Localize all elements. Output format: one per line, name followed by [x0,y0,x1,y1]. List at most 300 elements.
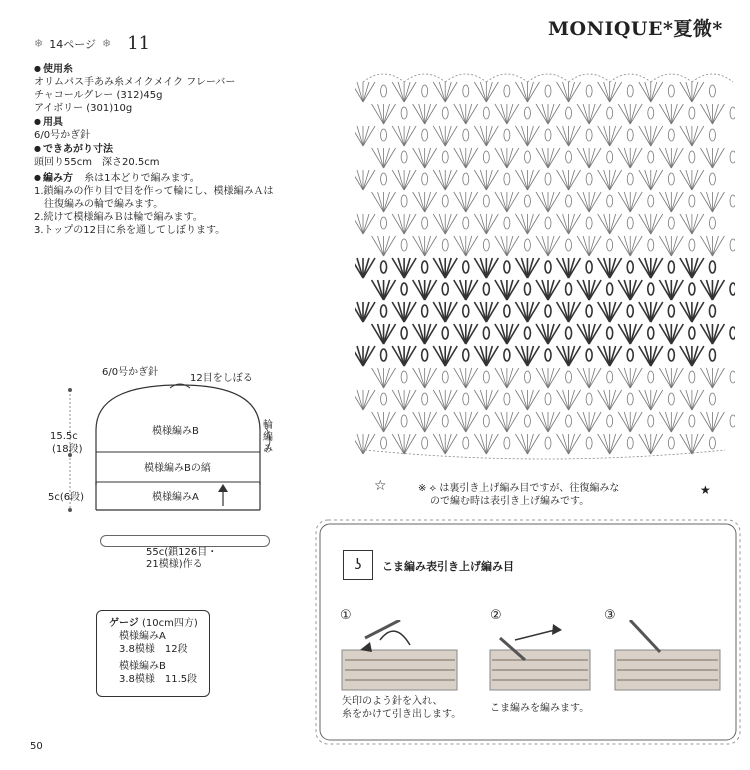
stitch-mark [630,324,642,344]
stitch-mark [557,302,569,322]
stitch-mark [433,170,445,190]
chain-loop [442,195,448,207]
stitch-mark [680,434,692,454]
step-illustrations [340,620,730,695]
gauge-box [96,610,210,697]
chain-loop [381,85,387,97]
chain-loop [401,371,407,383]
chain-loop [463,349,469,361]
stitch-mark [630,280,642,300]
stitch-mark [404,346,416,366]
chain-loop [463,217,469,229]
stitch-mark [639,170,651,190]
stitch-mark [404,214,410,234]
chain-loop [607,283,613,295]
stitch-mark [659,324,671,344]
crochet-stitch-chart [355,70,735,470]
chain-loop [648,415,654,427]
stitch-mark [445,346,457,366]
stitch-mark [501,104,507,124]
stitch-mark [445,126,451,146]
chain-loop [381,173,387,185]
stitch-mark [618,148,630,168]
stitch-mark [563,390,569,410]
materials-line: アイボリー (301)10g [34,103,133,114]
chain-loop [607,371,613,383]
stitch-mark [583,148,589,168]
chain-loop [627,437,633,449]
stitch-mark [618,412,630,432]
stitch-mark [474,302,486,322]
stitch-mark [404,126,416,146]
width-label: 55c(鎖126目・ [146,547,218,558]
page-ref: 14ページ [49,37,96,51]
stitch-mark [433,214,445,234]
stitch-mark [507,368,513,388]
stitch-mark [378,412,384,432]
stitch-mark [527,390,539,410]
stitch-mark [433,126,445,146]
stitch-mark [404,302,416,322]
chain-loop [566,107,572,119]
chain-loop [689,239,695,251]
chain-loop [524,239,530,251]
chain-loop [422,173,428,185]
stitch-mark [712,148,718,168]
chain-loop [668,129,674,141]
stitch-mark [404,390,410,410]
stitch-mark [480,170,486,190]
stitch-mark [486,214,492,234]
stitch-mark [542,148,548,168]
stitch-mark [527,170,539,190]
stitch-mark [548,368,560,388]
stitch-mark [413,192,425,212]
stitch-mark [480,390,486,410]
stitch-mark [665,412,671,432]
stitch-mark [610,434,616,454]
stitch-mark [548,236,554,256]
chain-loop [709,349,715,361]
star-filled-icon: ★ [700,483,711,497]
chain-loop [483,415,489,427]
chain-loop [689,415,695,427]
stitch-mark [610,346,622,366]
stitch-mark [527,346,539,366]
chain-loop [504,129,510,141]
chain-loop [566,195,572,207]
stitch-mark [515,346,527,366]
chain-loop [648,327,654,339]
stitch-mark [425,236,437,256]
stitch-mark [680,82,692,102]
stitch-mark [419,236,425,256]
chart-note-line: ※ ⟡ は裏引き上げ編み目ですが、往復編みな [418,483,620,494]
stitch-mark [507,412,519,432]
stitch-mark [515,390,527,410]
stitch-mark [507,324,519,344]
chain-loop [483,151,489,163]
stitch-mark [577,280,589,300]
stitch-mark [604,434,610,454]
stitch-mark [536,368,548,388]
stitch-mark [692,126,698,146]
chain-loop [607,107,613,119]
stitch-mark [392,170,404,190]
chart-note-line: ので編む時は表引き上げ編みです。 [430,496,590,507]
chain-loop [504,173,510,185]
stitch-mark [651,214,663,234]
stitch-mark [548,324,560,344]
chain-loop [381,437,387,449]
chain-loop [524,371,530,383]
stitch-mark [712,236,718,256]
stitch-mark [598,346,610,366]
stitch-mark [700,104,712,124]
stitch-mark [460,192,466,212]
stitch-mark [363,126,369,146]
stitch-mark [542,192,548,212]
stitch-mark [486,434,498,454]
stitch-mark [706,104,712,124]
stitch-mark [486,126,492,146]
stitch-mark [618,368,630,388]
chain-loop [504,85,510,97]
stitch-mark [392,82,404,102]
chain-loop [586,437,592,449]
materials-section [34,62,274,237]
stitch-mark [454,280,466,300]
stitch-mark [563,82,569,102]
stitch-mark [563,170,569,190]
chain-loop [709,437,715,449]
step1-caption: 糸をかけて引き出します。 [342,709,462,720]
stitch-mark [466,104,472,124]
gauge-a-name: 模様編みA [119,631,166,642]
stitch-mark [651,302,663,322]
stitch-mark [548,104,560,124]
stitch-mark [712,192,718,212]
stitch-mark [700,192,712,212]
stitch-mark [454,324,466,344]
top-arc [610,74,651,82]
dim-top-rows: (18段) [52,444,83,455]
stitch-mark [404,82,410,102]
stitch-mark [515,126,527,146]
stitch-mark [507,192,513,212]
stitch-mark [577,368,589,388]
stitch-mark [651,434,657,454]
stitch-mark [542,368,548,388]
stitch-mark [439,126,445,146]
stitch-mark [433,302,445,322]
stitch-mark [527,390,533,410]
step-number: ③ [604,608,616,623]
stitch-mark [466,192,472,212]
chain-loop [545,217,551,229]
stitch-mark [392,302,404,322]
chain-loop [586,305,592,317]
stitch-mark [569,126,575,146]
stitch-mark [413,148,425,168]
chain-loop [566,415,572,427]
stitch-mark [445,390,451,410]
stitch-mark [589,280,601,300]
stitch-mark [692,258,704,278]
stitch-mark [624,412,630,432]
stitch-mark [372,236,384,256]
chain-loop [668,305,674,317]
stitch-mark [413,324,425,344]
gauge-title: ゲージ [109,618,139,629]
chain-loop [401,239,407,251]
stitch-mark [680,170,692,190]
stitch-mark [466,412,472,432]
stitch-mark [480,434,486,454]
stitch-mark [501,368,507,388]
chain-loop [545,85,551,97]
stitch-mark [527,170,533,190]
stitch-mark [630,236,636,256]
stitch-mark [604,170,610,190]
stitch-mark [680,258,692,278]
size-line: 頭回り55cm 深さ20.5cm [34,157,160,168]
chain-loop [586,129,592,141]
stitch-mark [651,82,663,102]
stitch-mark [557,126,569,146]
stitch-mark [445,214,457,234]
stitch-mark [610,390,622,410]
dim-bottom: 5c(6段) [48,492,85,503]
stitch-mark [536,104,548,124]
stitch-mark [384,192,390,212]
stitch-mark [425,412,437,432]
stitch-mark [630,104,642,124]
stitch-mark [542,104,548,124]
chain-loop [504,261,510,273]
stitch-mark [413,412,425,432]
stitch-mark [439,434,445,454]
stitch-mark [639,346,651,366]
gauge-b-name: 模様編みB [119,661,166,672]
stitch-mark [466,148,478,168]
stitch-mark [357,126,363,146]
stitch-mark [398,126,404,146]
stitch-mark [712,236,724,256]
chain-loop [524,415,530,427]
stitch-mark [645,126,651,146]
stitch-mark [630,192,642,212]
snowflake-icon: ❄ [34,37,44,50]
stitch-mark [706,412,712,432]
chain-loop [668,217,674,229]
stitch-mark [454,148,466,168]
method-line: 往復編みの輪で編みます。 [34,199,164,210]
chain-loop [566,327,572,339]
stitch-mark [425,324,437,344]
stitch-mark [665,148,671,168]
stitch-mark [610,258,622,278]
stitch-mark [474,126,486,146]
stitch-mark [604,214,610,234]
chain-loop [545,305,551,317]
stitch-mark [569,170,581,190]
stitch-mark [589,324,601,344]
chain-loop [524,107,530,119]
stitch-mark [548,192,560,212]
stitch-mark [700,148,712,168]
stitch-mark [542,412,548,432]
stitch-mark [521,82,527,102]
stitch-mark [706,236,712,256]
stitch-mark [700,368,712,388]
top-arc [445,74,486,82]
stitch-mark [651,346,663,366]
stitch-mark [384,148,396,168]
chain-loop [586,261,592,273]
stitch-mark [645,170,651,190]
chain-loop [381,305,387,317]
stitch-mark [618,324,630,344]
stitch-mark [501,148,507,168]
stitch-mark [507,104,513,124]
stitch-mark [486,434,492,454]
chain-loop [442,283,448,295]
stitch-mark [671,412,677,432]
width-label: 21模様)作る [146,559,203,570]
stitch-mark [384,236,390,256]
stitch-mark [583,104,589,124]
stitch-mark [425,148,431,168]
base-chain [365,450,725,459]
stitch-mark [521,214,527,234]
stitch-mark [392,390,404,410]
chain-loop [463,261,469,273]
stitch-mark [639,302,651,322]
stitch-mark [474,170,486,190]
stitch-mark [651,126,657,146]
stitch-mark [589,104,601,124]
chain-loop [730,195,735,207]
stitch-mark [671,236,683,256]
stitch-mark [495,280,507,300]
stitch-mark [557,170,569,190]
stitch-mark [618,192,630,212]
stitch-mark [404,434,416,454]
stitch-mark [604,126,610,146]
stitch-mark [425,148,437,168]
stitch-mark [692,170,704,190]
stitch-mark [610,170,622,190]
chain-loop [668,261,674,273]
stitch-mark [425,280,437,300]
stitch-mark [536,236,548,256]
stitch-mark [486,346,498,366]
stitch-mark [384,192,396,212]
stitch-mark [425,236,431,256]
chain-loop [381,349,387,361]
stitch-mark [433,434,445,454]
stitch-mark [598,302,610,322]
stitch-mark [671,280,683,300]
stitch-mark [548,192,554,212]
chain-loop [689,371,695,383]
stitch-mark [569,302,581,322]
stitch-mark [686,434,692,454]
stitch-mark [712,104,724,124]
stitch-mark [460,148,466,168]
stitch-mark [486,302,498,322]
stitch-mark [357,390,363,410]
stitch-mark [384,368,390,388]
stitch-mark [618,104,630,124]
stitch-mark [610,82,616,102]
stitch-mark [413,104,425,124]
stitch-mark [548,148,560,168]
chain-loop [524,283,530,295]
stitch-mark [413,236,425,256]
chain-loop [381,261,387,273]
chain-loop [463,173,469,185]
star-outline-icon: ☆ [374,478,387,494]
gauge-a-values: 3.8模様 12段 [119,644,188,655]
top-arc [486,74,527,82]
stitch-mark [486,390,498,410]
stitch-mark [454,104,466,124]
chain-loop [524,327,530,339]
chain-loop [689,327,695,339]
stitch-mark [645,434,651,454]
chain-loop [730,107,735,119]
stitch-mark [495,148,507,168]
stitch-mark [651,170,657,190]
chain-loop [627,173,633,185]
chain-loop [401,283,407,295]
chain-loop [401,107,407,119]
chain-loop [689,195,695,207]
stitch-mark [624,148,630,168]
stitch-mark [486,170,492,190]
stitch-mark [372,280,384,300]
stitch-mark [569,82,581,102]
stitch-mark [536,324,548,344]
stitch-mark [624,236,630,256]
stitch-mark [521,170,527,190]
hook-label: 6/0号かぎ針 [102,367,159,378]
stitch-mark [665,192,671,212]
stitch-mark [363,170,375,190]
stitch-mark [527,214,539,234]
dim-top: 15.5c [50,431,78,442]
chain-loop [648,283,654,295]
stitch-mark [419,148,425,168]
stitch-mark [548,148,554,168]
chain-loop [709,305,715,317]
stitch-mark [372,148,384,168]
stitch-mark [598,390,610,410]
step-number: ① [340,608,352,623]
chain-loop [648,195,654,207]
stitch-mark [639,258,651,278]
chain-loop [566,239,572,251]
stitch-mark [445,390,457,410]
chain-loop [730,327,735,339]
chain-loop [422,261,428,273]
steps-title: こま編み表引き上げ編み目 [382,560,514,573]
page-header [34,33,150,54]
step1-caption: 矢印のよう針を入れ、 [342,696,443,707]
chain-loop [586,349,592,361]
